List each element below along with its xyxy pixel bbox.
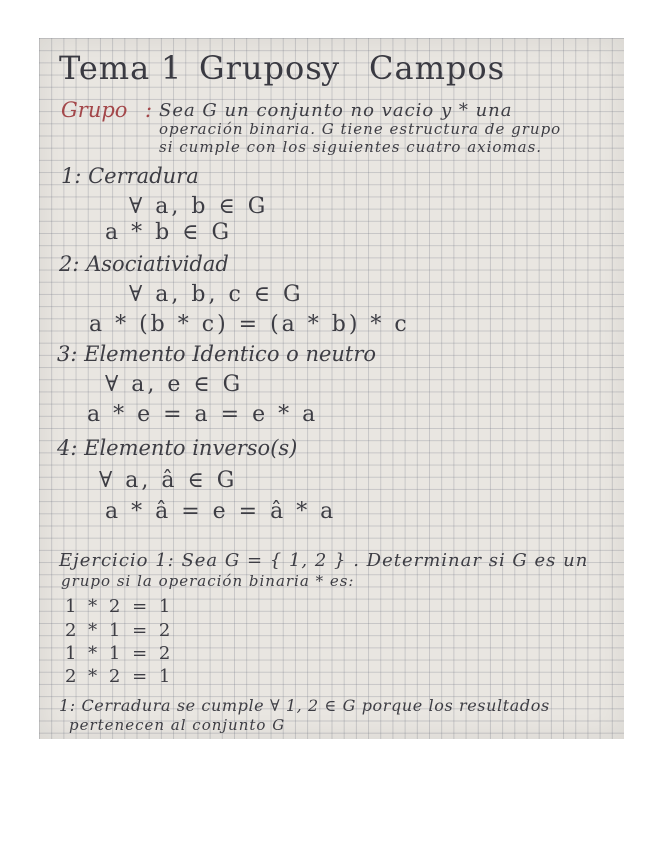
title-word-2: 1: [161, 49, 183, 87]
title-word-1: Tema: [59, 49, 151, 87]
title-word-3: Grupos: [199, 49, 323, 87]
axiom-4-quantifier: ∀ a, â ∈ G: [99, 468, 238, 493]
definition-line-3: si cumple con los siguientes cuatro axiomas.: [159, 138, 543, 156]
conclusion-line-2: pertenecen al conjunto G: [69, 716, 286, 734]
axiom-3-heading: 3: Elemento Identico o neutro: [57, 342, 377, 366]
exercise-line-2: grupo si la operación binaria * es:: [61, 572, 355, 590]
conclusion-line-1: 1: Cerradura se cumple ∀ 1, 2 ∈ G porque los resultados: [59, 696, 550, 715]
definition-line-2: operación binaria. G tiene estructura de grupo: [159, 120, 562, 138]
exercise-line-1: Ejercicio 1: Sea G = { 1, 2 } . Determinar si G es un: [59, 550, 589, 571]
definition-colon: :: [145, 98, 153, 122]
axiom-4-equation: a * â = e = â * a: [105, 499, 337, 524]
axiom-3-equation: a * e = a = e * a: [87, 402, 319, 427]
definition-label: Grupo: [61, 98, 128, 122]
exercise-op-4: 2 * 2 = 1: [65, 666, 174, 687]
notebook-page: [39, 38, 624, 739]
definition-line-1: Sea G un conjunto no vacio y * una: [159, 100, 513, 121]
axiom-1-heading: 1: Cerradura: [61, 164, 199, 188]
axiom-1-quantifier: ∀ a, b ∈ G: [129, 194, 269, 219]
axiom-2-quantifier: ∀ a, b, c ∈ G: [129, 282, 304, 307]
exercise-op-2: 2 * 1 = 2: [65, 620, 174, 641]
axiom-2-heading: 2: Asociatividad: [59, 252, 229, 276]
title-word-4: y: [321, 49, 341, 87]
exercise-op-3: 1 * 1 = 2: [65, 643, 174, 664]
axiom-3-quantifier: ∀ a, e ∈ G: [105, 372, 244, 397]
axiom-4-heading: 4: Elemento inverso(s): [57, 436, 298, 460]
axiom-1-equation: a * b ∈ G: [105, 220, 233, 245]
exercise-op-1: 1 * 2 = 1: [65, 596, 174, 617]
axiom-2-equation: a * (b * c) = (a * b) * c: [89, 312, 410, 337]
title-word-5: Campos: [369, 49, 506, 87]
